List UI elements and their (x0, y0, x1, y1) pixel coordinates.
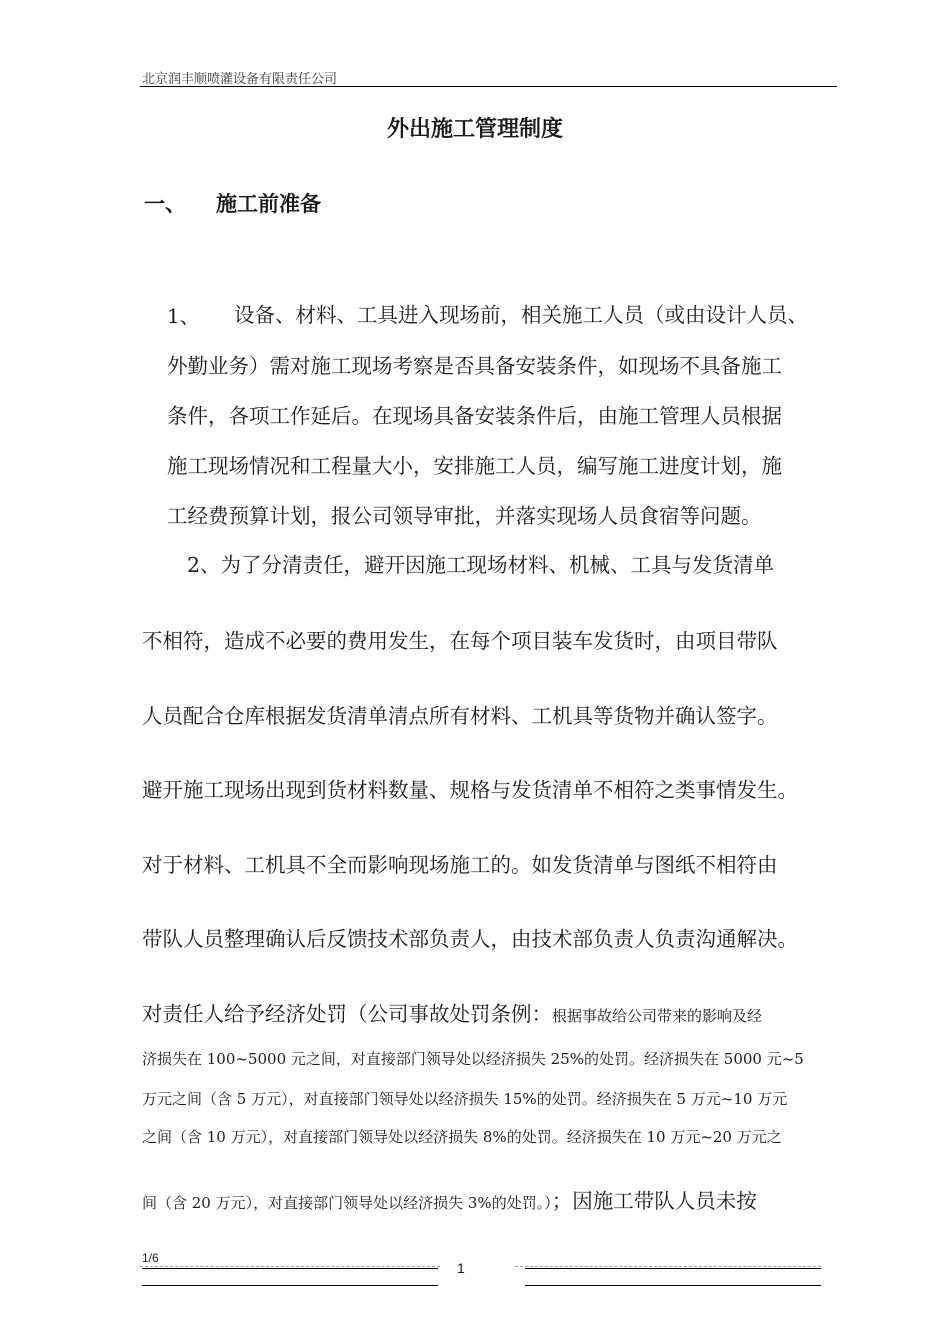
para2-line: 对于材料、工机具不全而影响现场施工的。如发货清单与图纸不相符由 (142, 853, 778, 877)
penalty-intro-small: 根据事故给公司带来的影响及经 (552, 1007, 763, 1025)
footer-page-number: 1 (457, 1260, 465, 1276)
footer-rule-right (525, 1268, 821, 1269)
penalty-line: 济损失在 100~5000 元之间，对直接部门领导处以经济损失 25%的处罚。经济损失在 5000 元~5 (142, 1050, 804, 1068)
header-rule (140, 86, 837, 87)
footer-rule-right-lower (525, 1285, 821, 1286)
header-company: 北京润丰顺喷灌设备有限责任公司 (142, 72, 338, 87)
penalty-intro-line (142, 997, 762, 1027)
footer-rule-left-lower (142, 1285, 438, 1286)
para1-line: 工经费预算计划，报公司领导审批，并落实现场人员食宿等问题。 (167, 504, 762, 528)
para1-line: 设备、材料、工具进入现场前，相关施工人员（或由设计人员、 (234, 303, 808, 327)
para1-line: 施工现场情况和工程量大小，安排施工人员，编写施工进度计划，施 (167, 454, 782, 478)
footer-dash-left (140, 1266, 440, 1267)
penalty-intro: 对责任人给予经济处罚（公司事故处罚条例： (142, 1002, 552, 1026)
footer-page-fraction: 1/6 (142, 1251, 159, 1265)
penalty-line: 之间（含 10 万元），对直接部门领导处以经济损失 8%的处罚。经济损失在 10 万元~20 万元之 (142, 1128, 782, 1146)
document-title: 外出施工管理制度 (386, 116, 563, 142)
footer-dash-right (515, 1266, 821, 1267)
para2-line: 不相符，造成不必要的费用发生，在每个项目装车发货时，由项目带队 (142, 629, 778, 653)
para1-line: 条件，各项工作延后。在现场具备安装条件后，由施工管理人员根据 (167, 404, 782, 428)
footer-rule-left (142, 1268, 438, 1269)
section-number: 一、 (144, 191, 186, 216)
para2-line: 带队人员整理确认后反馈技术部负责人，由技术部负责人负责沟通解决。 (142, 927, 798, 951)
section-title: 施工前准备 (216, 191, 321, 216)
penalty-last-line (142, 1184, 757, 1214)
para1-line: 外勤业务）需对施工现场考察是否具备安装条件，如现场不具备施工 (167, 354, 782, 378)
para1-number: 1、 (167, 304, 200, 328)
para2-first-line: 2、为了分清责任，避开因施工现场材料、机械、工具与发货清单 (187, 553, 775, 577)
penalty-last-small: 间（含 20 万元），对直接部门领导处以经济损失 3%的处罚。） (142, 1194, 552, 1212)
penalty-line: 万元之间（含 5 万元），对直接部门领导处以经济损失 15%的处罚。经济损失在 5 万元~10 万元 (142, 1090, 788, 1108)
para2-line: 避开施工现场出现到货材料数量、规格与发货清单不相符之类事情发生。 (142, 778, 798, 802)
para2-line: 人员配合仓库根据发货清单清点所有材料、工机具等货物并确认签字。 (142, 704, 778, 728)
penalty-last-big: ；因施工带队人员未按 (551, 1189, 757, 1213)
